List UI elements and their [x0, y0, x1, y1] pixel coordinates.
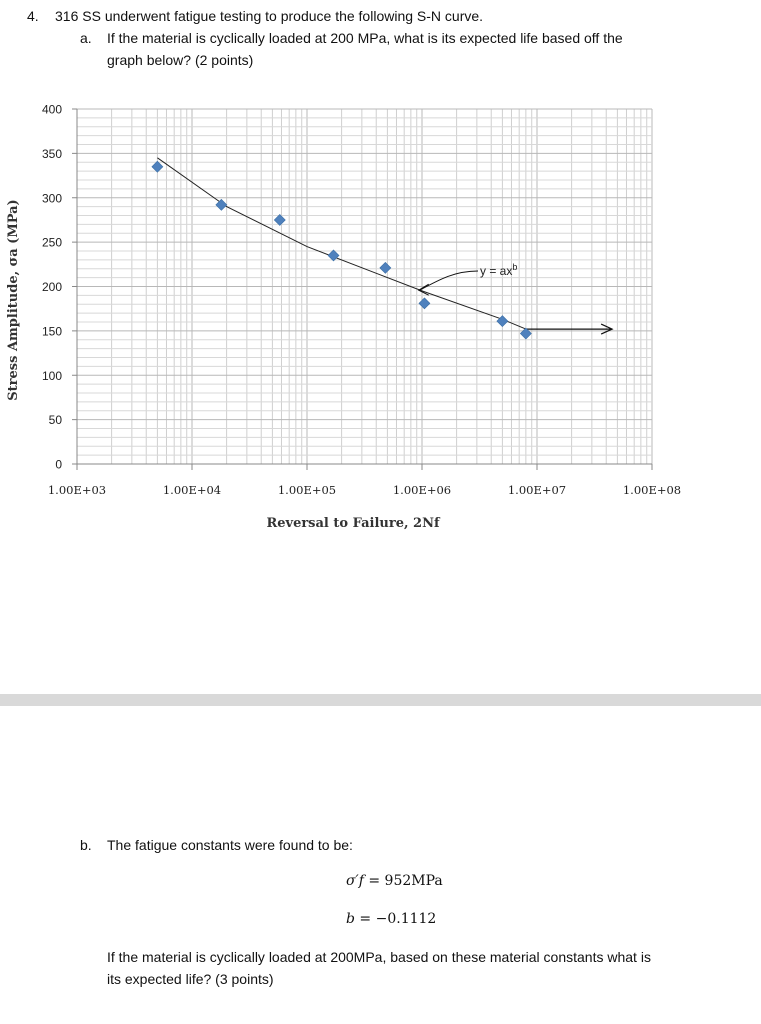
- y-tick-label: 100: [41, 368, 62, 383]
- sigma-f-value: = 952MPa: [368, 873, 443, 889]
- y-tick-label: 250: [41, 235, 62, 250]
- sn-curve-chart: [0, 95, 761, 535]
- x-tick-label: 1.00E+03: [47, 483, 107, 497]
- x-axis-label: Reversal to Failure, 2Nf: [266, 516, 440, 531]
- data-point: [380, 262, 391, 273]
- chart-series: [152, 158, 612, 339]
- data-point: [497, 316, 508, 327]
- b-formula: [346, 911, 436, 927]
- part-b-follow-text-2: its expected life? (3 points): [107, 971, 274, 987]
- data-point: [152, 161, 163, 172]
- data-point: [216, 199, 227, 210]
- x-tick-label: 1.00E+04: [162, 483, 222, 497]
- data-point: [274, 214, 285, 225]
- y-axis-label: Stress Amplitude, σa (MPa): [6, 199, 21, 401]
- part-b-follow-text: If the material is cyclically loaded at 200MPa, based on these material constants what is: [107, 949, 651, 965]
- trendline-equation-exponent: b: [512, 262, 518, 272]
- part-b-letter: b.: [80, 837, 92, 853]
- annotation-arrow: [420, 271, 478, 290]
- y-tick-label: 300: [41, 191, 62, 206]
- part-a-text-2: graph below? (2 points): [107, 52, 254, 68]
- data-point: [328, 250, 339, 261]
- y-tick-label: 150: [41, 324, 62, 339]
- part-a-letter: a.: [80, 30, 92, 46]
- y-tick-label: 200: [41, 280, 62, 294]
- b-symbol: b: [346, 911, 355, 927]
- y-tick-label: 0: [55, 457, 62, 472]
- data-point: [419, 298, 430, 309]
- trendline-equation-label: $y = ax^b$: [480, 262, 518, 278]
- part-b-text: The fatigue constants were found to be:: [107, 837, 353, 853]
- x-tick-label: 1.00E+05: [277, 483, 337, 497]
- y-tick-label: 400: [41, 102, 62, 117]
- x-tick-label: 1.00E+06: [392, 483, 452, 497]
- question-number: 4.: [27, 8, 39, 24]
- y-tick-label: 350: [41, 146, 62, 161]
- part-a-text: If the material is cyclically loaded at 200 MPa, what is its expected life based off the: [107, 30, 623, 46]
- x-tick-label: 1.00E+08: [622, 483, 682, 497]
- b-value: = −0.1112: [359, 911, 437, 927]
- question-text: 316 SS underwent fatigue testing to produce the following S-N curve.: [55, 8, 484, 24]
- x-tick-label: 1.00E+07: [507, 483, 567, 497]
- y-tick-label: 50: [48, 413, 62, 428]
- page-separator: [0, 694, 761, 706]
- sigma-f-formula: [346, 873, 443, 889]
- sigma-f-symbol: σ′f: [346, 873, 364, 889]
